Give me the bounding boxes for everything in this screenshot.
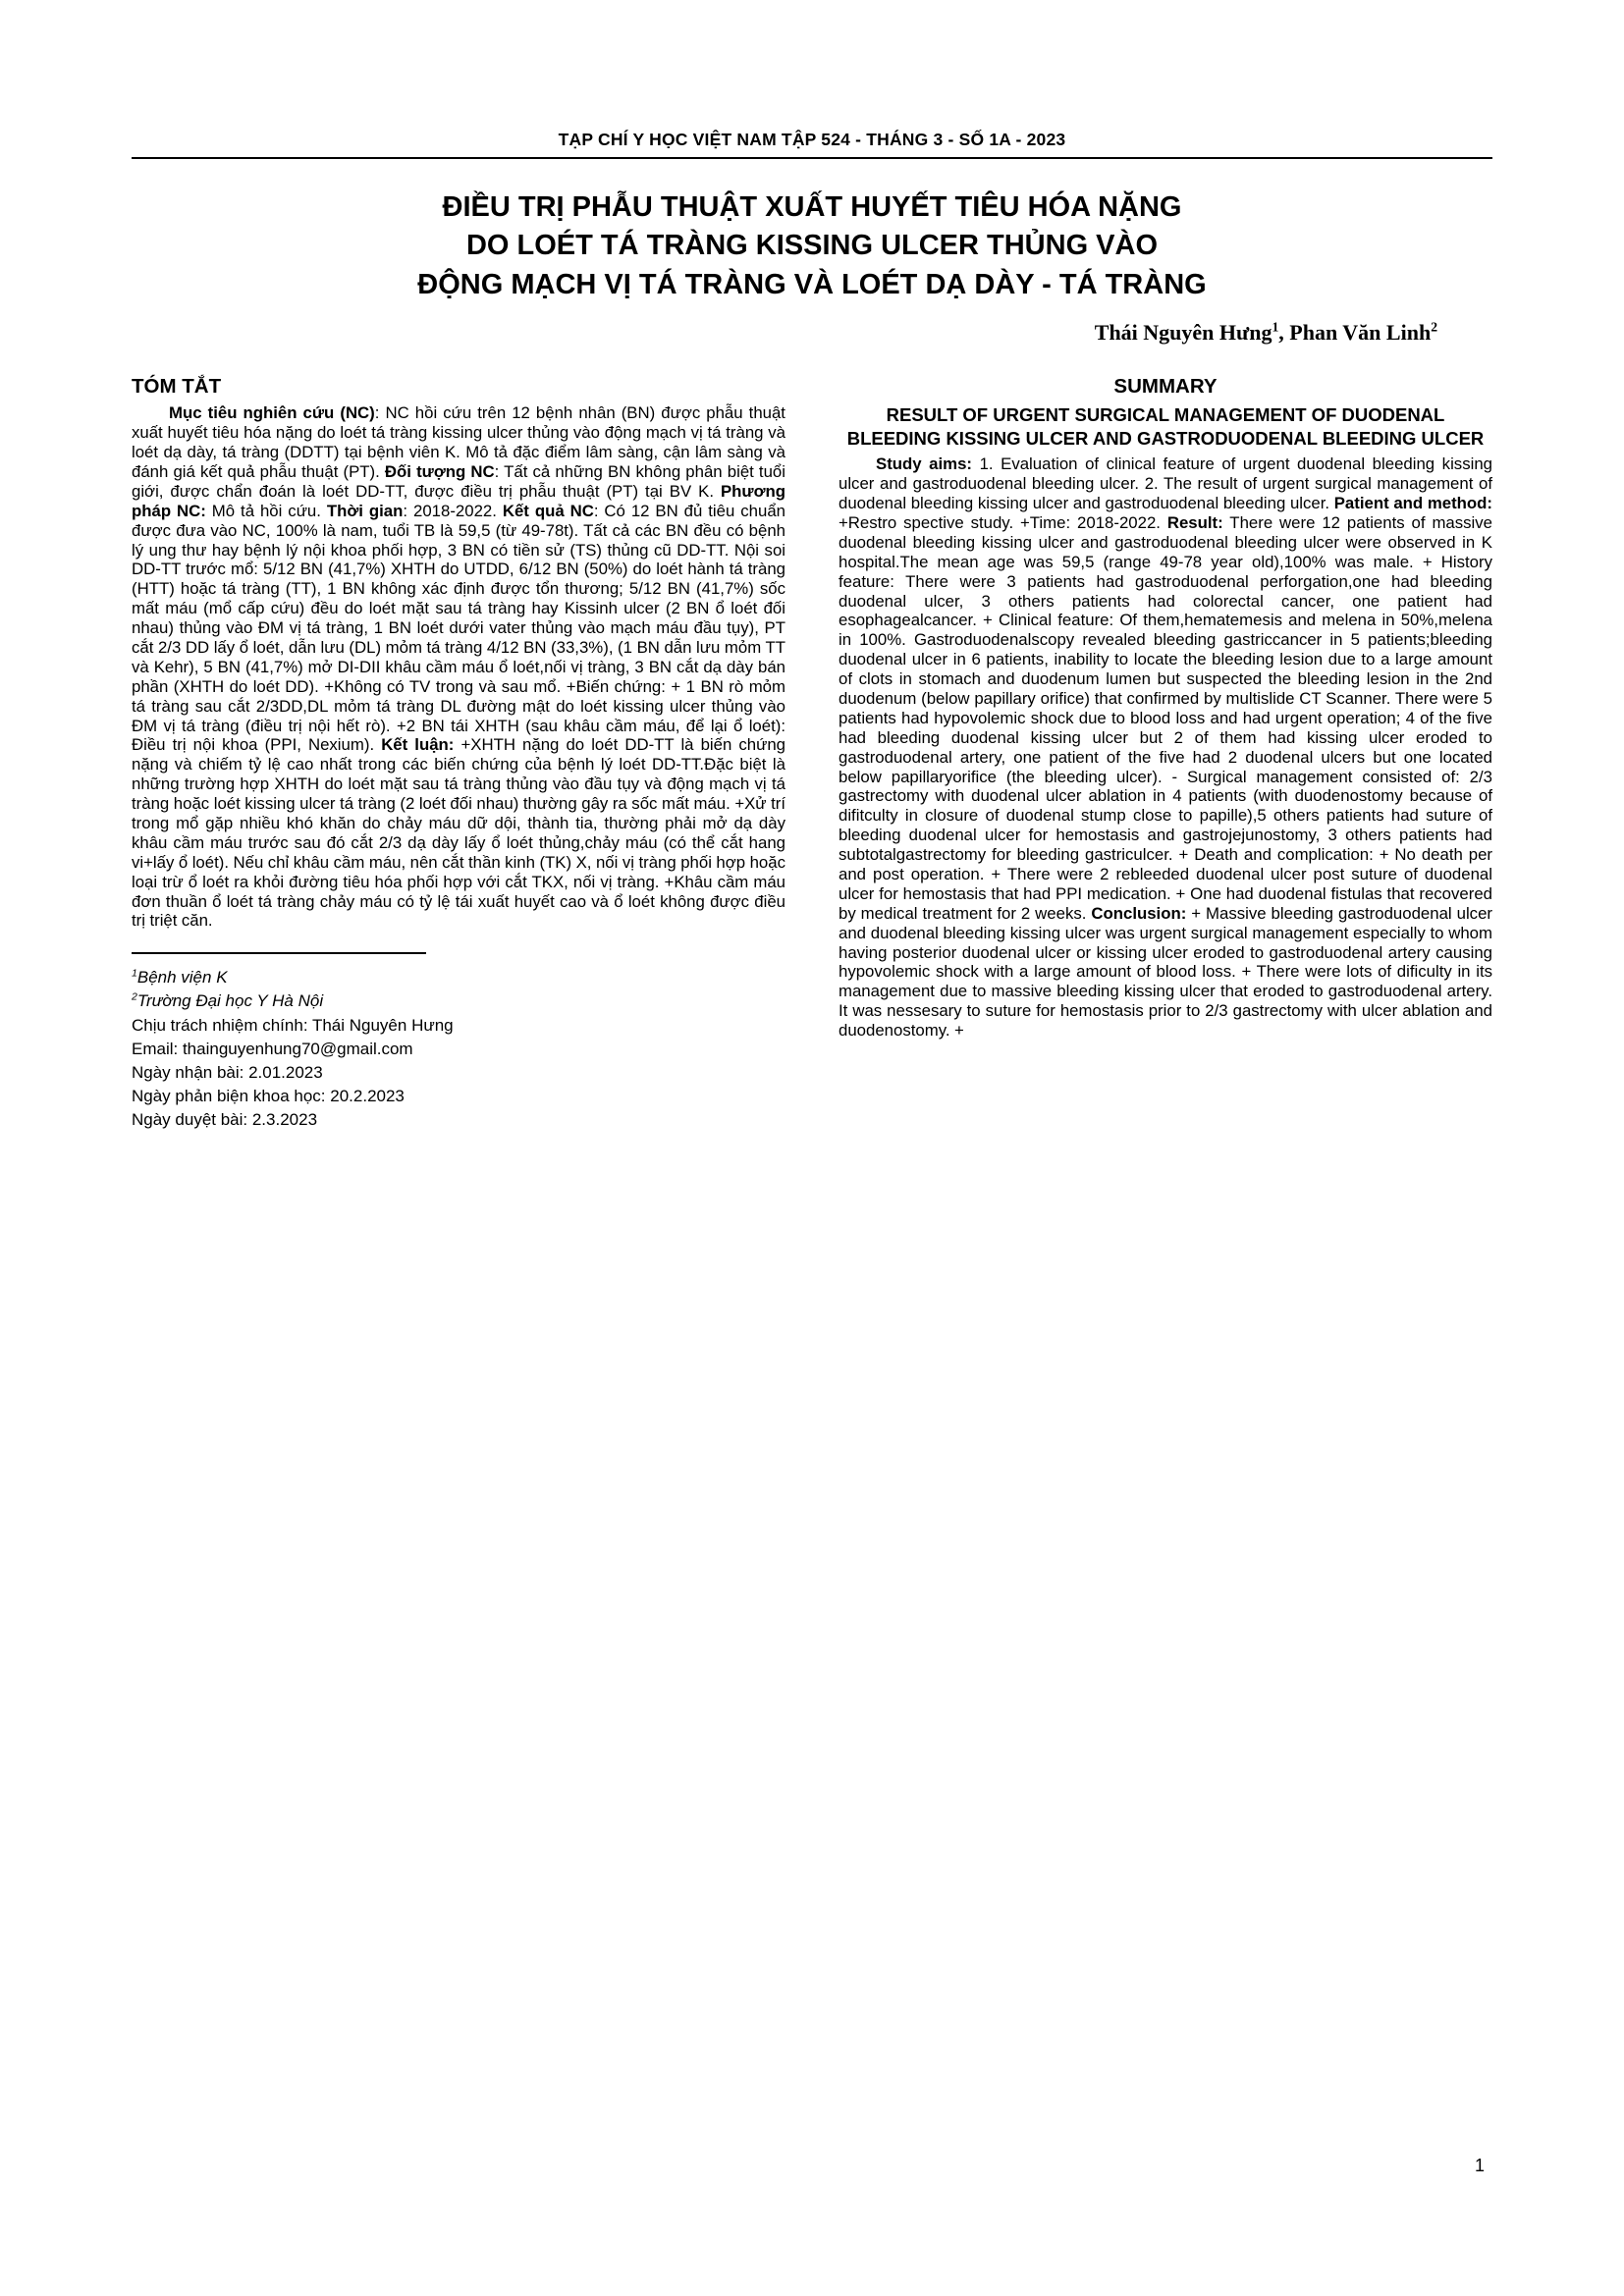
two-column-body [132, 371, 1492, 1132]
footnote-received-date: Ngày nhận bài: 2.01.2023 [132, 1062, 323, 1082]
footnote-email: Email: thainguyenhung70@gmail.com [132, 1039, 413, 1058]
authors-line: Thái Nguyên Hưng$^1$, Phan Văn Linh$^2$ [1094, 319, 1437, 346]
summary-heading: SUMMARY [1113, 375, 1218, 399]
footnote-separator [132, 952, 426, 954]
abstract-text: Mục tiêu nghiên cứu (NC): NC hồi cứu trên 12 bệnh nhân (BN) được phẫu thuật xuất huyết tiêu hóa nặng do loét tá tràng kissing ulcer thủng vào động mạch vị tá tràng và loét dạ dày, tá tràng (DDTT) tại bệnh viên K. Mô tả đặc điểm lâm sàng, cận lâm sàng và đánh giá kết quả phẫu thuật (PT). Đối tượng NC: Tất cả những BN không phân biệt tuổi giới, được chẩn đoán là loét DD-TT, được điều trị phẫu thuật (PT) tại BV K. Phương pháp NC: Mô tả hồi cứu. Thời gian: 2018-2022. Kết quả NC: Có 12 BN đủ tiêu chuẩn được đưa vào NC, 100% là nam, tuổi TB là 59,5 (từ 49-78t). Tất cả các BN đều có bệnh lý ung thư hay bệnh lý nội khoa phối hợp, 3 BN có tiền sử (TS) thủng cũ DD-TT. Nội soi DD-TT trước mổ: 5/12 BN (41,7%) XHTH do UTDD, 6/12 BN (50%) do loét hành tá tràng (HTT) hoặc tá tràng (TT), 1 BN không xác định được tổn thương; 5/12 BN (41,7%) sốc mất máu (mổ cấp cứu) đều do loét mặt sau tá tràng hay Kissinh ulcer (2 BN ổ loét đối nhau) thủng vào ĐM vị tá tràng, 1 BN loét dưới vater thủng vào mạch máu đầu tụy), PT cắt 2/3 DD lấy ổ loét, dẫn lưu (DL) mỏm tá tràng 4/12 BN (33,3%), (1 BN dẫn lưu mỏm TT và Kehr), 5 BN (41,7%) mở DI-DII khâu cầm máu ổ loét,nối vị tràng, 3 BN cắt dạ dày bán phần (XHTH do loét DD). +Không có TV trong và sau mổ. +Biến chứng: + 1 BN rò mỏm tá tràng sau cắt 2/3DD,DL mỏm tá tràng DL đường mật do loét kissing ulcer thủng vào ĐM vị tá tràng (điều trị nội hết rò). +2 BN tái XHTH (sau khâu cầm máu, để lại ổ loét): Điều trị nội khoa (PPI, Nexium). Kết luận: +XHTH nặng do loét DD-TT là biến chứng nặng và chiếm tỷ lệ cao nhất trong các biến chứng của bệnh lý loét DD-TT.Đặc biệt là những trường hợp XHTH do loét mặt sau tá tràng thủng vào đầu tụy và động mạch vị tá tràng hoặc loét kissing ulcer tá tràng (2 loét đối nhau) thường gây ra sốc mất máu. +Xử trí trong mổ gặp nhiều khó khăn do chảy máu dữ dội, thành tia, thường phải mở dạ dày khâu cầm máu trước sau đó cắt 2/3 dạ dày lấy ổ loét thủng,chảy máu (có thể cắt hang vi+lấy ổ loét). Nếu chỉ khâu cầm máu, nên cắt thần kinh (TK) X, nối vị tràng phối hợp hoặc loại trừ ổ loét ra khỏi đường tiêu hóa phối hợp với cắt TKX, nối vị tràng. +Khâu cầm máu đơn thuần ổ loét tá tràng chảy máu có tỷ lệ tái xuất huyết cao và ổ loét không được điều trị triệt căn. [132, 403, 786, 931]
footnote-corresponding-author: Chịu trách nhiệm chính: Thái Nguyên Hưng [132, 1015, 454, 1035]
footnote-accepted-date: Ngày duyệt bài: 2.3.2023 [132, 1110, 318, 1130]
paper-title-line-1: ĐIỀU TRỊ PHẪU THUẬT XUẤT HUYẾT TIÊU HÓA NẶNG [442, 191, 1182, 223]
summary-title: RESULT OF URGENT SURGICAL MANAGEMENT OF DUODENAL BLEEDING KISSING ULCER AND GASTRODUODENAL BLEEDING ULCER [846, 404, 1485, 449]
summary-text: Study aims: 1. Evaluation of clinical feature of urgent duodenal bleeding kissing ulcer and gastroduodenal bleeding ulcer. 2. The result of urgent surgical management of duodenal bleeding kissing ulcer and gastroduodenal bleeding ulcer. Patient and method: +Restro spective study. +Time: 2018-2022. Result: There were 12 patients of massive duodenal bleeding kissing ulcer and gastroduodenal bleeding ulcer were observed in K hospital.The mean age was 59,5 (range 49-78 year old),100% was male. + History feature: There were 3 patients had gastroduodenal perforgation,one had bleeding duodenal ulcer, 3 others patients had colorectal cancer, one patient had esophagealcancer. + Clinical feature: Of them,hematemesis and melena in 50%,melena in 100%. Gastroduodenalscopy revealed bleeding gastriccancer in 5 patients;bleeding duodenal ulcer in 6 patients, inability to locate the bleeding lesion due to a large amount of clots in stomach and duodenum lumen but suspected the bleeding lesion in the 2nd duodenum (below papillary orifice) that confirmed by multislide CT Scanner. There were 5 patients had hypovolemic shock due to blood loss and had urgent operation; 4 of the five had bleeding duodenal kissing ulcer but 2 of them had kissing ulcer eroded to gastroduodenal artery, one patient of the five had 2 duodenal ulcers but one located below papillaryorifice (the bleeding ulcer). - Surgical management consisted of: 2/3 gastrectomy with duodenal ulcer ablation in 4 patients (with duodenostomy because of difitculty in closure of duodenal stump close to papille),5 others patients had suture of bleeding duodenal ulcer for hemostasis and gastrojejunostomy, 3 others patients had subtotalgastrectomy for bleeding gastriculcer. + Death and complication: + No death per and post operation. + There were 2 rebleeded duodenal ulcer post suture of duodenal ulcer for hemostasis that had PPI medication. + One had duodenal fistulas that recovered by medical treatment for 2 weeks. Conclusion: + Massive bleeding gastroduodenal ulcer and duodenal bleeding kissing ulcer was urgent surgical management especially to whom having posterior duodenal ulcer or kissing ulcer eroded to gastroduodenal artery causing hypovolemic shock with a large amount of blood loss. + There were lots of dificulty in its management due to massive bleeding kissing ulcer that eroded to gastroduodenal artery. It was nessesary to suture for hemostasis prior to 2/3 gastrectomy with ulcer ablation and duodenostomy. + [839, 454, 1493, 1041]
abstract-heading: TÓM TẮT [132, 375, 222, 399]
paper-title [0, 188, 1624, 304]
footnote-affiliation-1: $^1$Bệnh viện K [132, 967, 228, 988]
footnotes-block [132, 966, 785, 1132]
right-column [839, 371, 1492, 1041]
paper-title-line-3: ĐỘNG MẠCH VỊ TÁ TRÀNG VÀ LOÉT DẠ DÀY - TÁ TRÀNG [417, 268, 1207, 300]
paper-title-line-2: DO LOÉT TÁ TRÀNG KISSING ULCER THỦNG VÀO [465, 230, 1159, 262]
journal-header: TẠP CHÍ Y HỌC VIỆT NAM TẬP 524 - THÁNG 3 - SỐ 1A - 2023 [132, 130, 1492, 159]
left-column [132, 371, 785, 1132]
page-number: 1 [1474, 2156, 1485, 2175]
footnote-review-date: Ngày phản biện khoa học: 20.2.2023 [132, 1086, 405, 1105]
footnote-affiliation-2: $^2$Trường Đại học Y Hà Nội [132, 990, 324, 1011]
